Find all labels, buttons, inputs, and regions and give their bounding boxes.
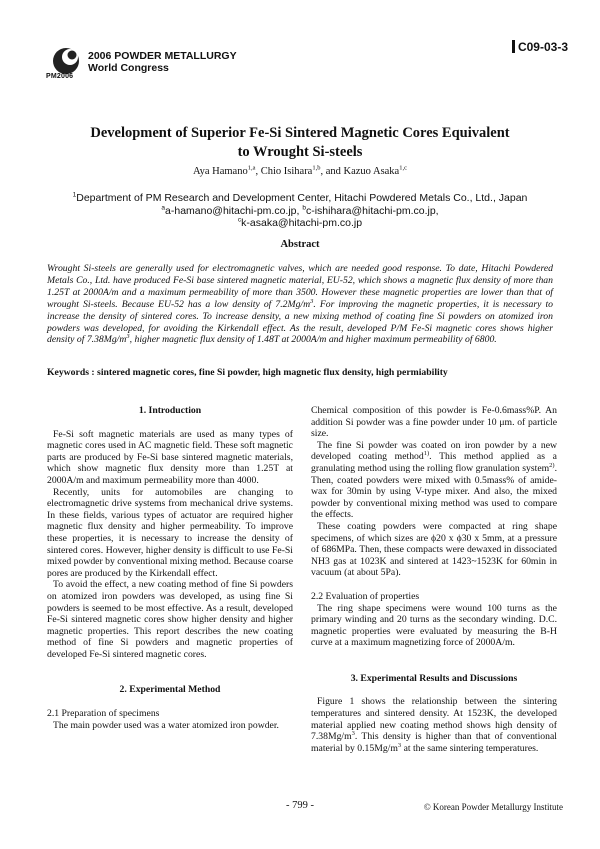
subsection-heading: 2.2 Evaluation of properties	[311, 590, 420, 602]
keywords-line: Keywords : sintered magnetic cores, fine Si powder, high magnetic flux density, high permiability	[47, 367, 448, 378]
email-a: a-hamano@hitachi-pm.co.jp,	[165, 204, 300, 217]
email-line	[40, 217, 560, 230]
abstract-part: . For improving the magnetic properties, it is necessary to increase the density of sintered cores. To increase density, a new mixing method of coating fine Si powders on atomized iron powders was developed, for avoiding the Kirkendall effect. As the result, developed P/M Fe-Si magnetic cores shows higher density of 7.38Mg/m	[47, 298, 553, 346]
paper-title	[60, 124, 540, 162]
author-list	[40, 166, 560, 177]
paragraph-part: at the same sintering temperatures.	[401, 742, 539, 754]
email-superscript: a	[161, 204, 166, 211]
right-column	[311, 405, 557, 754]
unit-superscript: 3	[351, 730, 355, 738]
title-line-1: Development of Superior Fe-Si Sintered Magnetic Cores Equivalent	[90, 125, 510, 141]
author-separator: , and	[320, 166, 344, 177]
copyright-notice: © Korean Powder Metallurgy Institute	[423, 802, 563, 812]
section-heading-experimental: 2. Experimental Method	[119, 684, 221, 696]
logo-text: PM2006	[46, 73, 74, 80]
section-heading-results: 3. Experimental Results and Discussions	[350, 672, 518, 684]
abstract-heading: Abstract	[280, 239, 320, 250]
paragraph: To avoid the effect, a new coating method of fine Si powders on atomized iron powders was developed, as using fine Si powders is seemed to be most effective. As a result, developed Fe-Si sintered magnetic cores show higher density and higher magnetic properties. This report describes the new coating method of fine Si powders and magnetic properties of developed Fe-Si sintered magnetic cores.	[47, 579, 293, 660]
paragraph: These coating powders were compacted at ring shape specimens, of which sizes are ϕ20 x ϕ30 x 5mm, at a pressure of 686MPa. Then, these compacts were dewaxed in dissociated NH3 gas at 1023K and sintered at 1423~1523K for 60min in vacuum (at about 5Pa).	[311, 520, 557, 579]
abstract-part: Wrought Si-steels are generally used for electromagnetic valves, which are needed good response. To date, Hitachi Powdered Metals Co., Ltd. have produced Fe-Si base sintered magnetic material, EU-52, which shows a magnetic flux density of more than 1.25T at 2000A/m and a maximum permeability of more than 3500. However these magnetic properties are lower than that of wrought Si-steels. Because EU-52 has a low density of 7.2Mg/m	[47, 263, 553, 310]
paper-code	[512, 40, 568, 54]
author-name: Aya Hamano	[192, 166, 248, 177]
unit-superscript: 3	[397, 741, 402, 749]
citation-superscript: 1)	[423, 450, 430, 458]
email-superscript: b	[302, 204, 306, 211]
paragraph-part: . This density is higher than that of conventional material by 0.15Mg/m	[311, 731, 557, 754]
email-b: c-ishihara@hitachi-pm.co.jp,	[305, 204, 439, 217]
paragraph: Fe-Si soft magnetic materials are used as many types of magnetic cores used in AC magnetic field. These soft magnetic parts are produced by Fe-Si base sintered magnetic materials, which show magnetic flux density more than 1.25T at 2000A/m and maximum permeability more than 4000.	[47, 428, 293, 486]
citation-superscript: 2)	[549, 461, 555, 469]
abstract-part: , higher magnetic flux density of 1.48T at 2000A/m and higher maximum permeability of 6800.	[129, 334, 497, 346]
paragraph	[311, 440, 557, 521]
paragraph-part: . Then, coated powders were mixed with 0.5mass% of amide-wax for 30min by using V-type mixer. And also, the mixed powder by conventional mixing method was used to compare the effects.	[311, 462, 557, 521]
abstract-superscript: 3	[310, 297, 314, 305]
author-name: Chio Isihara	[260, 166, 313, 177]
conference-subtitle: World Congress	[88, 62, 169, 74]
affiliation-line	[40, 192, 560, 205]
paragraph: The ring shape specimens were wound 100 turns as the primary winding and 20 turns as the secondary winding. D.C. magnetic properties were evaluated by measuring the B-H curve at a maximum magnetizing force of 2000A/m.	[311, 602, 557, 649]
paragraph: The main powder used was a water atomized iron powder.	[53, 719, 279, 731]
email-c: k-asaka@hitachi-pm.co.jp	[241, 217, 363, 229]
section-heading-introduction: 1. Introduction	[138, 405, 202, 416]
author-superscript: 1,a	[247, 164, 256, 172]
paper-code-label: C09-03-3	[517, 40, 568, 54]
author-superscript: 1,b	[312, 164, 321, 172]
page-number: - 799 -	[286, 800, 314, 811]
email-superscript: c	[237, 216, 242, 224]
paper-code-bar-icon	[512, 40, 515, 53]
abstract-superscript: 3	[126, 333, 130, 341]
paragraph-part: The fine Si powder was coated on iron powder by a new developed coating method	[311, 439, 557, 463]
abstract-text	[47, 263, 553, 346]
subsection-heading: 2.1 Preparation of specimens	[47, 708, 160, 720]
title-line-2: to Wrought Si-steels	[237, 144, 363, 160]
author-name: Kazuo Asaka	[343, 166, 400, 177]
left-column	[47, 405, 293, 731]
email-line	[40, 205, 560, 218]
affiliation-block	[40, 192, 560, 230]
paragraph-part: . This method applied as a granulating method using the rolling flow granulation system	[311, 451, 557, 474]
affiliation-superscript: 1	[72, 191, 77, 199]
paragraph-part: Figure 1 shows the relationship between the sintering temperatures and sintered density. At 1523K, the developed material applied new coating method shows high density of 7.38Mg/m	[311, 696, 557, 743]
author-superscript: 1,c	[399, 164, 407, 172]
affiliation-text: Department of PM Research and Development Center, Hitachi Powdered Metals Co., Ltd., Japan	[76, 192, 528, 204]
author-separator: ,	[255, 166, 261, 177]
paragraph: Recently, units for automobiles are changing to electromagnetic drive systems from mechanical drive systems. In these fields, various types of actuator are required higher magnetic flux density and higher permeability. To improve these properties, it is necessary to increase the density of sintered cores. However, higher density is difficult to use Fe-Si mixed powder by conventional mixing method. Because coarse pores are produced by the Kirkendall effect.	[47, 486, 293, 579]
conference-name: 2006 POWDER METALLURGY	[88, 50, 237, 62]
paragraph	[311, 696, 557, 754]
paragraph: Chemical composition of this powder is Fe-0.6mass%P. An addition Si powder was a fine powder under 10 μm. of particle size.	[311, 405, 557, 440]
